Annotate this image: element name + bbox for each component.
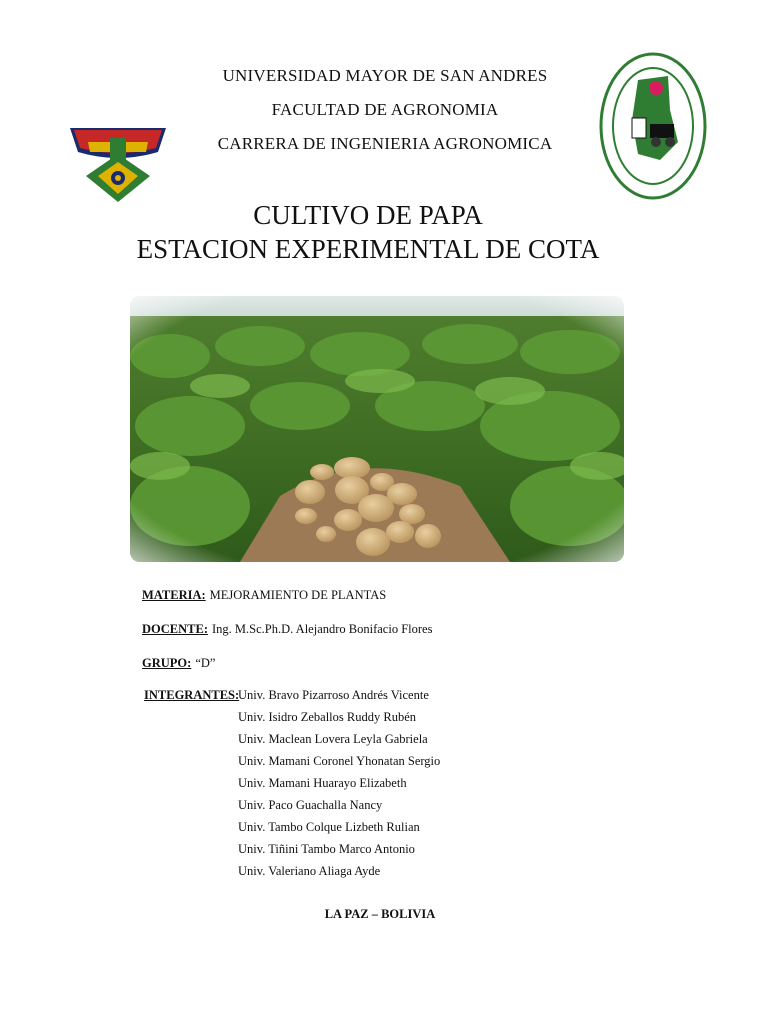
- subject-row: [142, 588, 386, 603]
- faculty-agronomy-logo: [598, 50, 708, 202]
- member-item: Univ. Mamani Huarayo Elizabeth: [238, 776, 407, 790]
- location-footer: LA PAZ – BOLIVIA: [324, 907, 436, 921]
- member-item: Univ. Isidro Zeballos Ruddy Rubén: [238, 710, 416, 724]
- member-item: Univ. Mamani Coronel Yhonatan Sergio: [238, 754, 441, 768]
- member-item: Univ. Tiñini Tambo Marco Antonio: [238, 842, 415, 856]
- members-label: INTEGRANTES:: [144, 688, 240, 702]
- document-title: CULTIVO DE PAPA: [253, 200, 483, 230]
- member-item: Univ. Valeriano Aliaga Ayde: [238, 864, 381, 878]
- university-name: UNIVERSIDAD MAYOR DE SAN ANDRES: [222, 66, 548, 85]
- faculty-name: FACULTAD DE AGRONOMIA: [271, 100, 499, 119]
- members-label-row: [144, 688, 243, 703]
- document-subtitle: ESTACION EXPERIMENTAL DE COTA: [136, 234, 600, 264]
- member-item: Univ. Maclean Lovera Leyla Gabriela: [238, 732, 428, 746]
- university-seal-logo: [68, 124, 168, 204]
- member-item: Univ. Bravo Pizarroso Andrés Vicente: [238, 688, 429, 702]
- subject-label: MATERIA:: [142, 588, 206, 602]
- teacher-row: [142, 622, 432, 637]
- group-value: “D”: [195, 656, 216, 670]
- subject-value: MEJORAMIENTO DE PLANTAS: [209, 588, 387, 602]
- member-item: Univ. Paco Guachalla Nancy: [238, 798, 383, 812]
- potato-field-photo: [130, 296, 624, 562]
- group-row: [142, 656, 215, 671]
- teacher-value: Ing. M.Sc.Ph.D. Alejandro Bonifacio Flores: [211, 622, 433, 636]
- group-label: GRUPO:: [142, 656, 192, 670]
- teacher-label: DOCENTE:: [142, 622, 208, 636]
- career-name: CARRERA DE INGENIERIA AGRONOMICA: [217, 134, 553, 153]
- member-item: Univ. Tambo Colque Lizbeth Rulian: [238, 820, 420, 834]
